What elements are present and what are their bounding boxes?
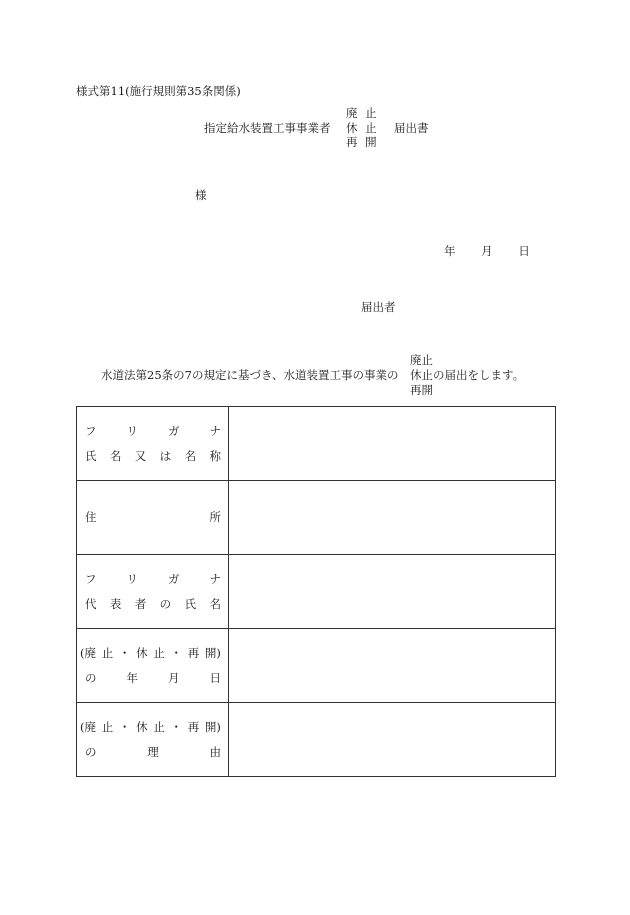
label-char: ・ [170, 645, 183, 660]
row-label [77, 629, 229, 703]
date-row [77, 629, 556, 703]
row-value[interactable] [229, 703, 555, 776]
row-value[interactable] [229, 555, 555, 628]
label-char: 止 [153, 645, 165, 660]
row-value[interactable] [229, 407, 555, 480]
statement-option-suspend: 休止の届出をします。 [410, 368, 525, 382]
label-char: は [159, 448, 172, 463]
label-char: フ [85, 571, 97, 586]
label-line [77, 647, 228, 660]
label-char: 又 [134, 448, 147, 463]
label-char: (廃 [80, 719, 96, 734]
date-line [444, 246, 530, 258]
label-char: 由 [209, 744, 221, 759]
label-char: 氏 [184, 596, 197, 611]
statement-option-abolish: 廃止 [410, 353, 433, 367]
label-char: 再 [187, 719, 200, 734]
row-label [77, 481, 229, 555]
statement-text: 水道法第25条の7の規定に基づき、水道装置工事の事業の [101, 368, 399, 382]
reason-row [77, 703, 556, 777]
label-char: 休 [136, 719, 148, 734]
label-line [77, 573, 228, 586]
row-value[interactable] [229, 481, 555, 554]
label-line [77, 450, 228, 463]
statement-option-resume: 再開 [410, 383, 433, 397]
label-char: 休 [136, 645, 148, 660]
notifier-label: 届出者 [361, 300, 396, 314]
addressee-suffix: 様 [195, 188, 207, 202]
label-char: 開) [204, 719, 221, 734]
title-option-abolish: 廃 止 [346, 106, 379, 120]
label-char: (廃 [80, 645, 96, 660]
label-char: 止 [101, 719, 114, 734]
row-value-cell[interactable] [229, 481, 556, 555]
date-day-label: 日 [518, 244, 530, 258]
title-option-suspend: 休 止 [346, 120, 379, 135]
furigana-name-row [77, 407, 556, 481]
label-char: ガ [168, 571, 180, 586]
label-char: ・ [170, 719, 183, 734]
label-char: 止 [153, 719, 165, 734]
row-label [77, 555, 229, 629]
label-char: 代 [85, 596, 97, 611]
label-char: 住 [85, 510, 97, 524]
label-line [77, 511, 228, 524]
label-char: 再 [187, 645, 200, 660]
row-label [77, 407, 229, 481]
address-row [77, 481, 556, 555]
label-char: 止 [101, 645, 114, 660]
label-char: 月 [168, 670, 180, 685]
row-label [77, 703, 229, 777]
label-char: 称 [209, 448, 221, 463]
label-line [77, 721, 228, 734]
label-char: 理 [147, 744, 159, 759]
label-line [77, 425, 228, 438]
label-char: 開) [204, 645, 221, 660]
label-char: 日 [209, 670, 221, 685]
label-line [77, 672, 228, 685]
label-char: 名 [109, 448, 122, 463]
label-char: ナ [209, 423, 221, 438]
label-char: 氏 [85, 448, 97, 463]
title-options [346, 108, 379, 149]
date-year-label: 年 [444, 244, 456, 258]
row-value-cell[interactable] [229, 629, 556, 703]
row-value-cell[interactable] [229, 703, 556, 777]
label-char: ガ [168, 423, 180, 438]
date-month-label: 月 [481, 244, 493, 258]
label-char: 名 [209, 596, 221, 611]
label-char: リ [126, 571, 138, 586]
label-line [77, 598, 228, 611]
label-line [77, 746, 228, 759]
title-prefix: 指定給水装置工事事業者 [204, 121, 331, 135]
title-option-resume: 再 開 [346, 135, 379, 149]
form-number: 様式第11(施行規則第35条関係) [76, 84, 241, 98]
label-char: 年 [126, 670, 138, 685]
label-char: ・ [118, 645, 131, 660]
label-char: リ [126, 423, 138, 438]
label-char: の [85, 744, 97, 759]
label-char: フ [85, 423, 97, 438]
label-char: ナ [209, 571, 221, 586]
label-char: 者 [134, 596, 147, 611]
label-char: 名 [184, 448, 197, 463]
furigana-representative-row [77, 555, 556, 629]
title-suffix: 届出書 [394, 121, 429, 135]
row-value-cell[interactable] [229, 555, 556, 629]
label-char: の [85, 670, 97, 685]
label-char: ・ [118, 719, 131, 734]
label-char: 表 [109, 596, 122, 611]
label-char: 所 [209, 510, 221, 524]
row-value[interactable] [229, 629, 555, 702]
label-char: の [159, 596, 172, 611]
notification-table [76, 406, 556, 777]
row-value-cell[interactable] [229, 407, 556, 481]
